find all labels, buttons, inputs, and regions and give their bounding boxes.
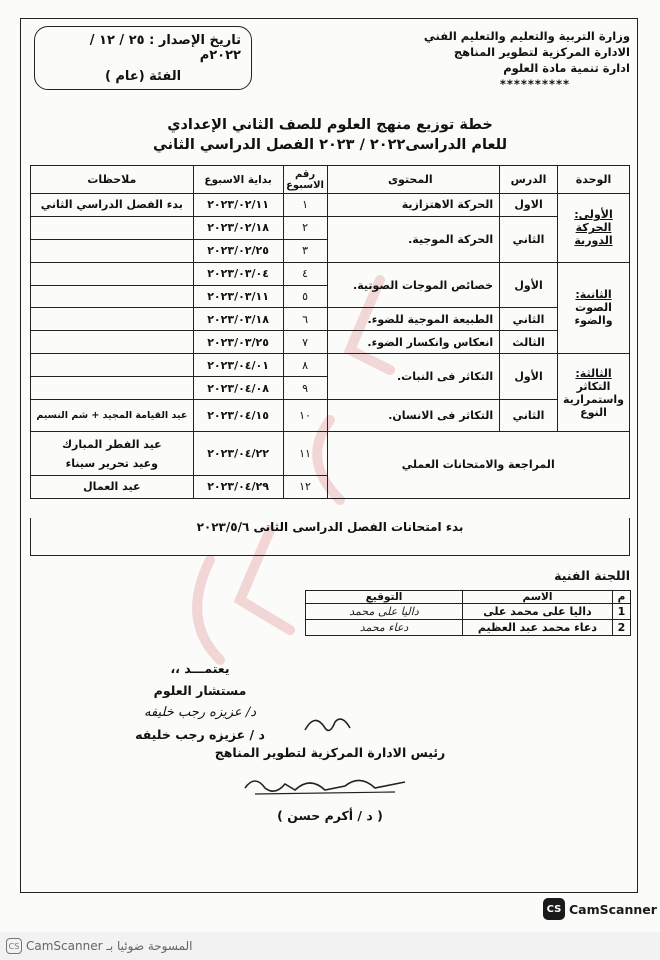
table-row xyxy=(31,216,630,239)
week-date: ٢٠٢٣/٠٣/٠٤ xyxy=(193,262,283,285)
unit-1: الأولى: الحركة الدورية xyxy=(558,194,630,263)
camscanner-mini-icon: CS xyxy=(6,938,22,954)
issue-date-box xyxy=(34,26,252,90)
ministry-line: الادارة المركزية لتطوير المناهج xyxy=(453,45,630,59)
head-signature-scribble xyxy=(235,766,425,800)
lesson-cell: الثاني xyxy=(500,400,558,432)
week-note xyxy=(31,262,194,285)
member-num: 1 xyxy=(613,604,631,620)
header-content: المحتوى xyxy=(327,166,500,194)
week-date: ٢٠٢٣/٠٤/٢٢ xyxy=(193,432,283,476)
week-date: ٢٠٢٣/٠٤/٠١ xyxy=(193,354,283,377)
week-date: ٢٠٢٣/٠٤/٠٨ xyxy=(193,377,283,400)
table-row xyxy=(31,262,630,285)
head-role: رئيس الادارة المركزية لتطوير المناهج xyxy=(214,745,446,760)
approved-label: يعتمـــد ،، xyxy=(170,661,230,676)
week-note: بدء الفصل الدراسي الثاني xyxy=(31,194,194,217)
table-header-row xyxy=(31,166,630,194)
review-cell: المراجعة والامتحانات العملي xyxy=(327,432,629,499)
week-note xyxy=(31,285,194,308)
week-note xyxy=(31,216,194,239)
category: الفئة (عام ) xyxy=(104,69,182,84)
member-signature: داليا على محمد xyxy=(306,604,463,620)
document-title xyxy=(100,115,560,155)
week-num: ٧ xyxy=(283,331,327,354)
lesson-cell: الاول xyxy=(500,194,558,217)
issue-date: تاريخ الإصدار : ٢٥ / ١٢ / ٢٠٢٢م xyxy=(89,33,241,63)
content-cell: التكاثر فى النبات. xyxy=(327,354,500,400)
week-num: ١٢ xyxy=(283,476,327,499)
unit-2-sub: الصوت والضوء xyxy=(574,301,613,328)
header-lesson: الدرس xyxy=(500,166,558,194)
week-num: ٣ xyxy=(283,239,327,262)
unit-3: الثالثة: التكاثر واستمرارية النوع xyxy=(558,354,630,432)
week-note xyxy=(31,308,194,331)
week-num: ٥ xyxy=(283,285,327,308)
week-date: ٢٠٢٣/٠٣/١١ xyxy=(193,285,283,308)
table-row xyxy=(31,308,630,331)
week-note xyxy=(31,354,194,377)
head-block xyxy=(200,745,460,823)
content-cell: خصائص الموجات الصوتية. xyxy=(327,262,500,308)
exams-note: بدء امتحانات الفصل الدراسى الثانى ٢٠٢٣/٥/٦ xyxy=(30,518,630,556)
ministry-line: وزارة التربية والتعليم والتعليم الفني xyxy=(423,29,630,43)
week-date: ٢٠٢٣/٠٣/١٨ xyxy=(193,308,283,331)
committee-title: اللجنة الفنية xyxy=(554,568,630,583)
week-num: ٤ xyxy=(283,262,327,285)
member-num: 2 xyxy=(613,620,631,636)
week-date: ٢٠٢٣/٠٤/١٥ xyxy=(193,400,283,432)
week-note-line: عيد الفطر المبارك xyxy=(61,437,162,451)
ministry-header xyxy=(410,28,630,92)
week-note xyxy=(31,432,194,476)
week-note xyxy=(31,331,194,354)
head-name: ( د / أكرم حسن ) xyxy=(277,808,383,823)
camscanner-logo xyxy=(543,898,657,920)
table-row xyxy=(31,194,630,217)
content-cell: الطبيعة الموجية للضوء. xyxy=(327,308,500,331)
table-row xyxy=(31,331,630,354)
approval-block xyxy=(100,658,300,746)
committee-table xyxy=(305,590,631,636)
week-num: ١٠ xyxy=(283,400,327,432)
plan-table xyxy=(30,165,630,499)
table-row xyxy=(31,354,630,377)
header-notes: ملاحظات xyxy=(31,166,194,194)
ministry-line: ادارة تنمية مادة العلوم xyxy=(503,61,630,75)
member-signature: دعاء محمد xyxy=(306,620,463,636)
week-num: ٨ xyxy=(283,354,327,377)
committee-header-name: الاسم xyxy=(463,591,613,604)
handwritten-signature-mark xyxy=(300,710,360,740)
committee-header-num: م xyxy=(613,591,631,604)
lesson-cell: الثالث xyxy=(500,331,558,354)
title-line-1: خطة توزيع منهج العلوم للصف الثاني الإعدادي xyxy=(167,117,493,133)
content-cell: التكاثر فى الانسان. xyxy=(327,400,500,432)
approver-name: د / عزيزه رجب خليفه xyxy=(135,727,265,742)
lesson-cell: الثاني xyxy=(500,308,558,331)
lesson-cell: الأول xyxy=(500,262,558,308)
committee-row xyxy=(306,620,631,636)
week-num: ٦ xyxy=(283,308,327,331)
header-week: رقم الاسبوع xyxy=(283,166,327,194)
camscanner-icon: CS xyxy=(543,898,565,920)
week-num: ٩ xyxy=(283,377,327,400)
week-date: ٢٠٢٣/٠٢/١٨ xyxy=(193,216,283,239)
committee-header-row xyxy=(306,591,631,604)
week-note xyxy=(31,239,194,262)
lesson-cell: الثاني xyxy=(500,216,558,262)
unit-3-sub: التكاثر واستمرارية النوع xyxy=(562,379,625,419)
title-line-2: للعام الدراسى٢٠٢٢ / ٢٠٢٣ الفصل الدراسي الثاني xyxy=(152,137,508,153)
content-cell: انعكاس وانكسار الضوء. xyxy=(327,331,500,354)
week-note: عيد العمال xyxy=(31,476,194,499)
committee-row xyxy=(306,604,631,620)
camscanner-logo-text: CamScanner xyxy=(569,901,657,917)
week-date: ٢٠٢٣/٠٢/٢٥ xyxy=(193,239,283,262)
content-cell: الحركة الاهتزازية xyxy=(327,194,500,217)
header-date: بداية الاسبوع xyxy=(193,166,283,194)
member-name: داليا على محمد على xyxy=(463,604,613,620)
unit-2: الثانية: الصوت والضوء xyxy=(558,262,630,354)
member-name: دعاء محمد عبد العظيم xyxy=(463,620,613,636)
week-note: عيد القيامة المجيد + شم النسيم xyxy=(31,400,194,432)
week-date: ٢٠٢٣/٠٣/٢٥ xyxy=(193,331,283,354)
camscanner-footer xyxy=(0,932,660,960)
table-row xyxy=(31,400,630,432)
table-row xyxy=(31,432,630,476)
stars-line: ********** xyxy=(499,77,570,91)
week-num: ١١ xyxy=(283,432,327,476)
week-num: ٢ xyxy=(283,216,327,239)
approver-signature: د/ عزيزه رجب خليفه xyxy=(144,705,256,720)
week-note-line: وعيد تحرير سيناء xyxy=(65,456,158,470)
header-unit: الوحدة xyxy=(558,166,630,194)
week-date: ٢٠٢٣/٠٢/١١ xyxy=(193,194,283,217)
committee-header-signature: التوقيع xyxy=(306,591,463,604)
week-num: ١ xyxy=(283,194,327,217)
approver-role: مستشار العلوم xyxy=(153,683,247,698)
lesson-cell: الأول xyxy=(500,354,558,400)
week-note xyxy=(31,377,194,400)
footer-text: CamScanner المسوحة ضوئيا بـ xyxy=(26,939,193,953)
content-cell: الحركة الموجية. xyxy=(327,216,500,262)
week-date: ٢٠٢٣/٠٤/٢٩ xyxy=(193,476,283,499)
